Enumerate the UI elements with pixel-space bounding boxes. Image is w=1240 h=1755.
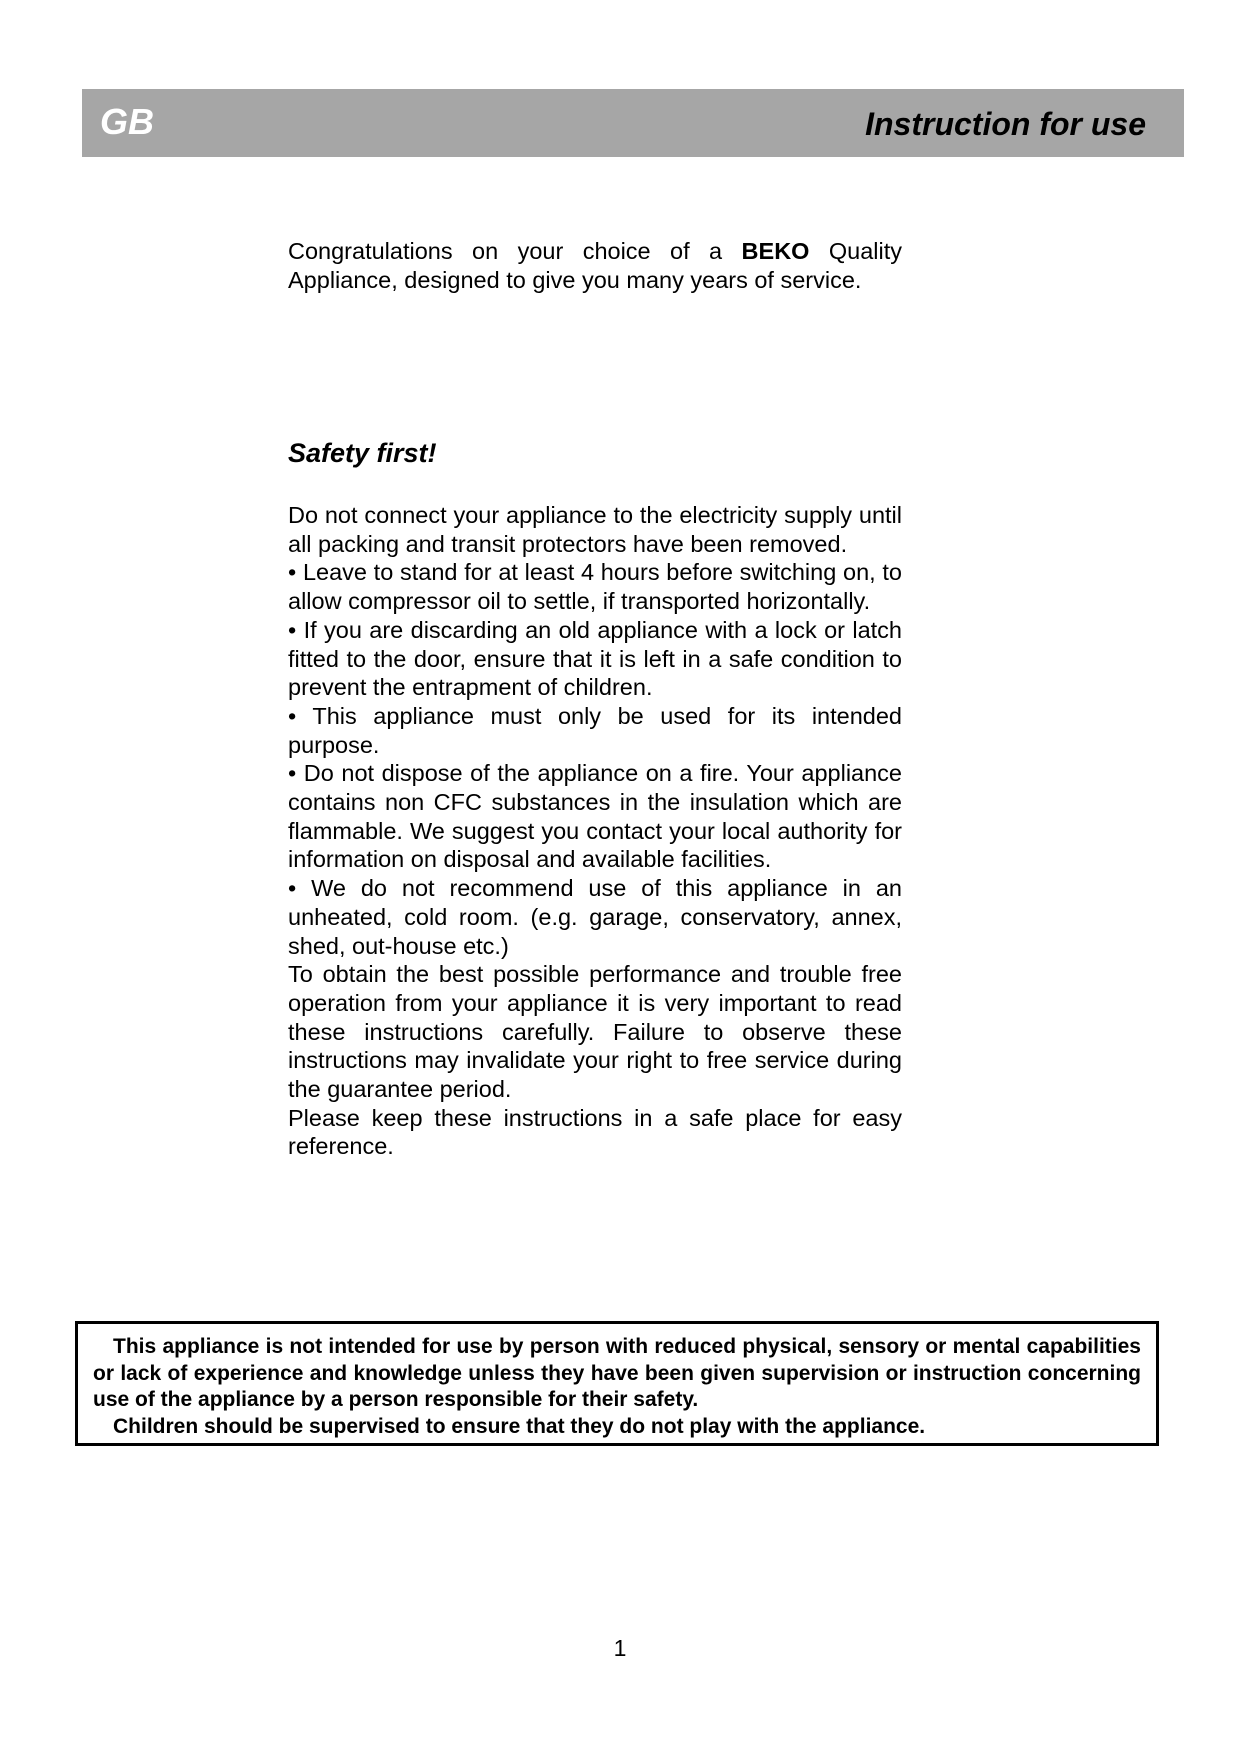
page-number: 1 xyxy=(613,1635,627,1661)
document-title: Instruction for use xyxy=(865,106,1146,142)
safety-bullet: • Leave to stand for at least 4 hours before switching on, to allow compressor oil to settle, if transported horizontally. xyxy=(288,559,902,615)
safety-bullet: • We do not recommend use of this appliance in an unheated, cold room. (e.g. garage, conservatory, annex, shed, out-house etc.) xyxy=(288,875,902,959)
warning-notice-box xyxy=(75,1321,1159,1446)
safety-paragraph: To obtain the best possible performance and trouble free operation from your appliance it is very important to read these instructions carefully. Failure to observe these instructions may invalidate your right to free service during the guarantee period. xyxy=(288,961,902,1103)
safety-paragraph: Please keep these instructions in a safe place for easy reference. xyxy=(288,1104,902,1160)
safety-bullet: • This appliance must only be used for its intended purpose. xyxy=(288,702,902,758)
safety-bullet: • If you are discarding an old appliance with a lock or latch fitted to the door, ensure that it is left in a safe condition to prevent the entrapment of children. xyxy=(288,616,902,701)
intro-text-start: Congratulations on your choice of a xyxy=(288,238,742,264)
notice-children-text: Children should be supervised to ensure that they do not play with the appliance. xyxy=(113,1414,926,1438)
brand-name: BEKO xyxy=(741,238,810,264)
intro-paragraph xyxy=(288,237,902,294)
safety-paragraph: Do not connect your appliance to the electricity supply until all packing and transit protectors have been removed. xyxy=(288,502,902,557)
language-code: GB xyxy=(100,101,154,142)
notice-text: This appliance is not intended for use by person with reduced physical, sensory or mental capabilities or lack of experience and knowledge unless they have been given supervision or instruction concerning use of the appliance by a person responsible for their safety. xyxy=(93,1335,1141,1411)
safety-text xyxy=(288,501,902,1161)
safety-bullet: • Do not dispose of the appliance on a fire. Your appliance contains non CFC substances in the insulation which are flammable. We suggest you contact your local authority for information on disposal and available facilities. xyxy=(288,760,902,873)
intro-text-end: Quality Appliance, designed to give you many years of service. xyxy=(288,238,903,293)
header-bar xyxy=(82,89,1184,157)
section-title-safety: Safety first! xyxy=(288,438,437,468)
